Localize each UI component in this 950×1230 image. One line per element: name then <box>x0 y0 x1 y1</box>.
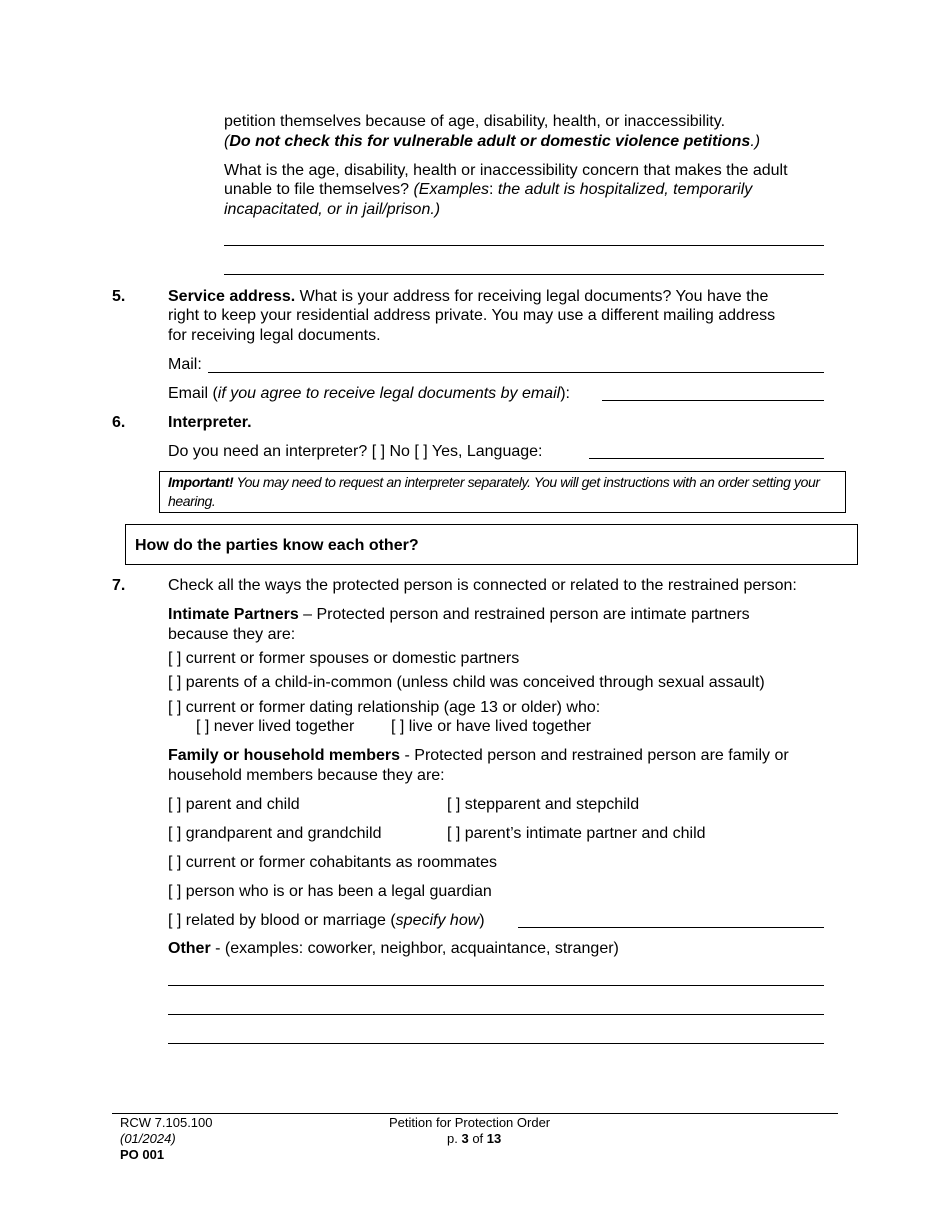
concern-answer-line-1[interactable] <box>224 245 824 246</box>
footer-rcw: RCW 7.105.100 <box>120 1115 213 1130</box>
footer-rule <box>112 1113 838 1114</box>
related-specify-field[interactable] <box>518 927 824 928</box>
checkbox-cohabitants[interactable]: [ ] current or former cohabitants as roommates <box>168 854 498 871</box>
relationship-intro: Check all the ways the protected person is connected or related to the restrained person: <box>168 577 797 594</box>
age-question-line-3: incapacitated, or in jail/prison.) <box>224 201 441 218</box>
checkbox-lived-together[interactable]: [ ] live or have lived together <box>391 718 592 735</box>
age-question-line-1: What is the age, disability, health or inaccessibility concern that makes the adult <box>224 162 788 179</box>
important-note-box: Important! You may need to request an interpreter separately. You will get instructions with an order setting your hearing. <box>159 471 846 513</box>
checkbox-never-lived-together[interactable]: [ ] never lived together <box>196 718 355 735</box>
other-answer-line-3[interactable] <box>168 1043 824 1044</box>
mail-field[interactable] <box>208 372 824 373</box>
age-question-line-2: unable to file themselves? (Examples: the adult is hospitalized, temporarily <box>224 181 753 198</box>
checkbox-child-in-common[interactable]: [ ] parents of a child-in-common (unless child was conceived through sexual assault) <box>168 674 765 691</box>
email-field[interactable] <box>602 400 824 401</box>
checkbox-intimate-partner-child[interactable]: [ ] parent’s intimate partner and child <box>447 825 706 842</box>
checkbox-spouses[interactable]: [ ] current or former spouses or domestic partners <box>168 650 520 667</box>
family-line-2: household members because they are: <box>168 767 445 784</box>
intro-note: (Do not check this for vulnerable adult or domestic violence petitions.) <box>224 133 761 150</box>
checkbox-stepparent[interactable]: [ ] stepparent and stepchild <box>447 796 640 813</box>
intro-line-1: petition themselves because of age, disability, health, or inaccessibility. <box>224 113 726 130</box>
footer-title: Petition for Protection Order <box>389 1115 551 1130</box>
checkbox-related[interactable]: [ ] related by blood or marriage (specify how) <box>168 912 485 929</box>
section-6-number: 6. <box>112 414 126 431</box>
intimate-partners-line-2: because they are: <box>168 626 296 643</box>
checkbox-parent-child[interactable]: [ ] parent and child <box>168 796 300 813</box>
service-address-line-1: Service address. What is your address for receiving legal documents? You have the <box>168 288 769 305</box>
email-label: Email (if you agree to receive legal documents by email): <box>168 385 570 402</box>
footer-page-number: p. 3 of 13 <box>447 1131 502 1146</box>
checkbox-grandparent[interactable]: [ ] grandparent and grandchild <box>168 825 382 842</box>
language-field[interactable] <box>589 458 824 459</box>
section-5-number: 5. <box>112 288 126 305</box>
service-address-line-2: right to keep your residential address private. You may use a different mailing address <box>168 307 776 324</box>
interpreter-title: Interpreter. <box>168 414 252 431</box>
checkbox-dating[interactable]: [ ] current or former dating relationship (age 13 or older) who: <box>168 699 601 716</box>
checkbox-legal-guardian[interactable]: [ ] person who is or has been a legal guardian <box>168 883 492 900</box>
relationship-heading: How do the parties know each other? <box>125 524 858 565</box>
mail-label: Mail: <box>168 356 202 373</box>
section-7-number: 7. <box>112 577 126 594</box>
interpreter-question: Do you need an interpreter? [ ] No [ ] Yes, Language: <box>168 443 543 460</box>
other-label: Other - (examples: coworker, neighbor, acquaintance, stranger) <box>168 940 619 957</box>
service-address-line-3: for receiving legal documents. <box>168 327 381 344</box>
footer-date: (01/2024) <box>120 1131 176 1146</box>
concern-answer-line-2[interactable] <box>224 274 824 275</box>
intimate-partners-line-1: Intimate Partners – Protected person and restrained person are intimate partners <box>168 606 750 623</box>
footer-form-number: PO 001 <box>120 1147 165 1162</box>
family-line-1: Family or household members - Protected person and restrained person are family or <box>168 747 789 764</box>
other-answer-line-2[interactable] <box>168 1014 824 1015</box>
other-answer-line-1[interactable] <box>168 985 824 986</box>
